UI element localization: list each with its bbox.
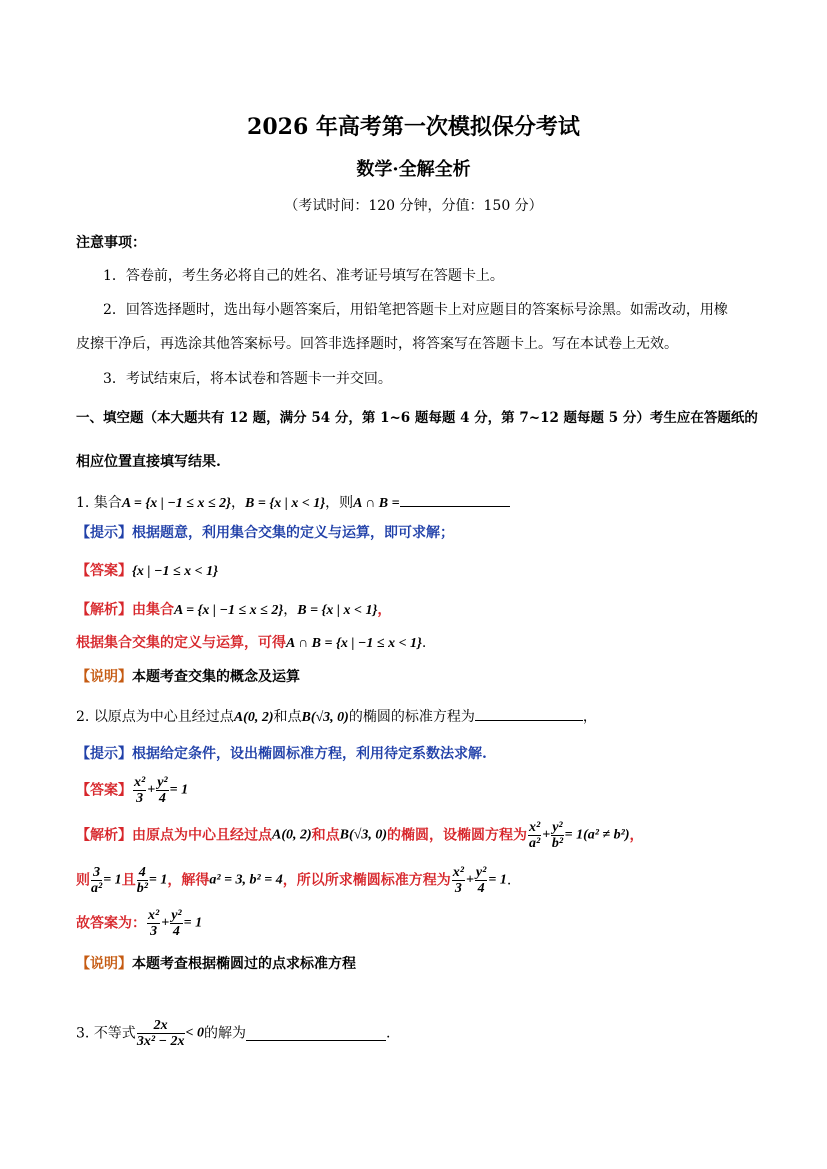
q2-analysis-point-a: A(0, 2) (272, 827, 312, 843)
note-item-3: 3．考试结束后，将本试卷和答题卡一并交回。 (103, 371, 392, 387)
frac-num: x² (529, 820, 541, 835)
answer-label: 【答案】 (76, 782, 132, 799)
analysis-label: 【解析】 (76, 602, 132, 618)
q1-text: 集合 (93, 495, 122, 511)
frac-num: 2x (137, 1018, 185, 1034)
frac-num: x² (148, 908, 160, 923)
q3-text: 不等式 (93, 1025, 136, 1042)
section-heading-line1: 一、填空题（本大题共有 12 题，满分 54 分，第 1~6 题每题 4 分，第 7~12 题每题 5 分）考生应在答题纸的 (76, 410, 758, 426)
q3-number: 3. (76, 1025, 90, 1042)
frac-den: 4 (477, 881, 485, 896)
q2-note-text: 本题考查根据椭圆过的点求标准方程 (132, 956, 356, 972)
q2-analysis-line1 (76, 820, 644, 851)
q2-frac-b (551, 820, 563, 851)
page-title: 2026 年高考第一次模拟保分考试 (247, 114, 580, 140)
note-item-2a: 2．回答选择题时，选出每小题答案后，用铅笔把答题卡上对应题目的答案标号涂黑。如需改动，用橡 (103, 302, 728, 318)
q1-then: ，则 (325, 495, 354, 511)
q2-point-a: A(0, 2) (233, 710, 274, 725)
frac-num: x² (452, 865, 464, 880)
q2-frac-a (528, 820, 541, 851)
q1-analysis-set-b: B = {x | x < 1} (297, 603, 378, 618)
frac-num: y² (157, 775, 168, 790)
frac-den: 4 (158, 791, 166, 806)
q1-analysis-set-a: A = {x | −1 ≤ x ≤ 2} (174, 603, 284, 618)
q2-then: 则 (76, 872, 90, 889)
q3-post: 的解为 (203, 1025, 246, 1042)
page-subtitle: 数学·全解全析 (356, 159, 471, 180)
frac-den: 3 (454, 881, 462, 896)
note-label: 【说明】 (76, 669, 132, 685)
equals-one: = 1 (488, 872, 507, 888)
q3-less-than-zero: < 0 (185, 1025, 204, 1041)
q1-analysis-end: ， (377, 602, 392, 618)
q1-analysis2-end: . (421, 635, 427, 651)
frac-num: y² (475, 865, 487, 880)
q2-answer (76, 775, 188, 806)
plus: + (147, 782, 156, 798)
q1-set-a: A = {x | −1 ≤ x ≤ 2} (121, 496, 232, 511)
q2-hence-frac-x (147, 908, 160, 939)
frac-den: 3 (136, 791, 144, 806)
question-3 (76, 1018, 390, 1049)
q2-analysis-post: 的椭圆，设椭圆方程为 (387, 827, 528, 844)
plus: + (465, 872, 474, 888)
section-heading-line2: 相应位置直接填写结果. (76, 454, 221, 470)
q3-end: . (385, 1025, 391, 1042)
plus: + (161, 915, 170, 931)
frac-den: b² (551, 836, 564, 851)
q1-answer-blank (400, 492, 510, 507)
q2-post-end: ， (582, 709, 597, 725)
q1-expr: A ∩ B = (353, 496, 400, 511)
q2-and: 和点 (273, 709, 302, 725)
frac-num: 3 (91, 865, 102, 881)
question-1 (76, 492, 510, 514)
q1-note-text: 本题考查交集的概念及运算 (132, 669, 300, 685)
frac-den: a² (91, 881, 103, 896)
q1-set-b: B = {x | x < 1} (245, 496, 326, 511)
analysis-label: 【解析】 (76, 827, 132, 844)
equals-one: = 1 (103, 872, 122, 888)
q2-analysis-end: ， (629, 827, 644, 844)
q3-frac (137, 1018, 185, 1049)
q1-number: 1. (76, 495, 90, 511)
q2-text: 以原点为中心且经过点 (93, 709, 234, 725)
q2-post: 的椭圆的标准方程为 (348, 709, 475, 725)
q1-answer (76, 561, 218, 582)
question-2 (76, 706, 597, 728)
note-item-1: 1．答卷前，考生务必将自己的姓名、准考证号填写在答题卡上。 (103, 268, 504, 284)
q2-hint (76, 744, 487, 764)
hint-label: 【提示】 (76, 525, 132, 541)
frac-num: y² (171, 908, 182, 923)
frac-den: a² (529, 836, 541, 851)
q2-solve: ，解得 (167, 872, 210, 889)
note-label: 【说明】 (76, 956, 132, 972)
q2-result-frac-y (475, 865, 487, 896)
exam-meta: （考试时间：120 分钟，分值：150 分） (284, 198, 543, 214)
q2-point-b: B(√3, 0) (301, 710, 349, 725)
q1-analysis-text: 由集合 (132, 602, 174, 618)
q2-result-frac-x (452, 865, 465, 896)
frac-num: y² (552, 820, 563, 835)
q2-hint-text: 根据给定条件，设出椭圆标准方程，利用待定系数法求解. (132, 746, 487, 762)
equals-one: = 1 (148, 872, 168, 888)
equals-one: = 1 (169, 782, 189, 798)
q2-frac-4-b2 (137, 865, 148, 896)
answer-label: 【答案】 (76, 563, 132, 579)
q2-frac-3-a2 (91, 865, 102, 896)
q3-answer-blank (246, 1026, 386, 1041)
q1-analysis2-math: A ∩ B = {x | −1 ≤ x < 1} (286, 636, 422, 651)
q2-answer-frac-y (156, 775, 168, 806)
q2-note (76, 954, 356, 974)
q1-analysis-line1 (76, 600, 391, 621)
q1-comma: ， (231, 495, 246, 511)
q2-condition: = 1(a² ≠ b²) (564, 827, 630, 843)
frac-num: x² (134, 775, 146, 790)
q2-answer-frac-x (133, 775, 146, 806)
q2-values: a² = 3, b² = 4 (209, 872, 283, 888)
hint-label: 【提示】 (76, 746, 132, 762)
q1-analysis-line2 (76, 633, 426, 654)
q2-answer-blank (475, 706, 583, 721)
q2-number: 2. (76, 709, 90, 725)
q2-analysis-mid: 和点 (311, 827, 340, 844)
equals-one: = 1 (183, 915, 203, 931)
q1-answer-value: {x | −1 ≤ x < 1} (132, 564, 218, 579)
q2-and-word: 且 (121, 872, 136, 889)
q2-end: . (506, 872, 512, 889)
q2-analysis-point-b: B(√3, 0) (339, 827, 388, 843)
frac-den: b² (136, 881, 148, 896)
plus: + (542, 827, 551, 843)
q1-analysis-comma: ， (283, 602, 298, 618)
q2-hence-label: 故答案为： (76, 915, 146, 932)
frac-den: 3 (150, 924, 158, 939)
q2-hence (76, 908, 202, 939)
q2-hence-frac-y (170, 908, 182, 939)
frac-den: 4 (172, 924, 180, 939)
frac-num: 4 (137, 865, 148, 881)
q1-note (76, 667, 300, 687)
note-item-2b: 皮擦干净后，再选涂其他答案标号。回答非选择题时，将答案写在答题卡上。写在本试卷上无效。 (76, 336, 678, 352)
q2-analysis-line2 (76, 865, 511, 896)
q1-hint (76, 523, 454, 543)
notes-heading: 注意事项： (76, 235, 146, 251)
frac-den: 3x² − 2x (136, 1034, 185, 1049)
q2-analysis-text: 由原点为中心且经过点 (132, 827, 272, 844)
q2-so: ，所以所求椭圆标准方程为 (282, 872, 451, 889)
q1-analysis2-text: 根据集合交集的定义与运算，可得 (76, 635, 286, 651)
q1-hint-text: 根据题意，利用集合交集的定义与运算，即可求解； (132, 525, 454, 541)
